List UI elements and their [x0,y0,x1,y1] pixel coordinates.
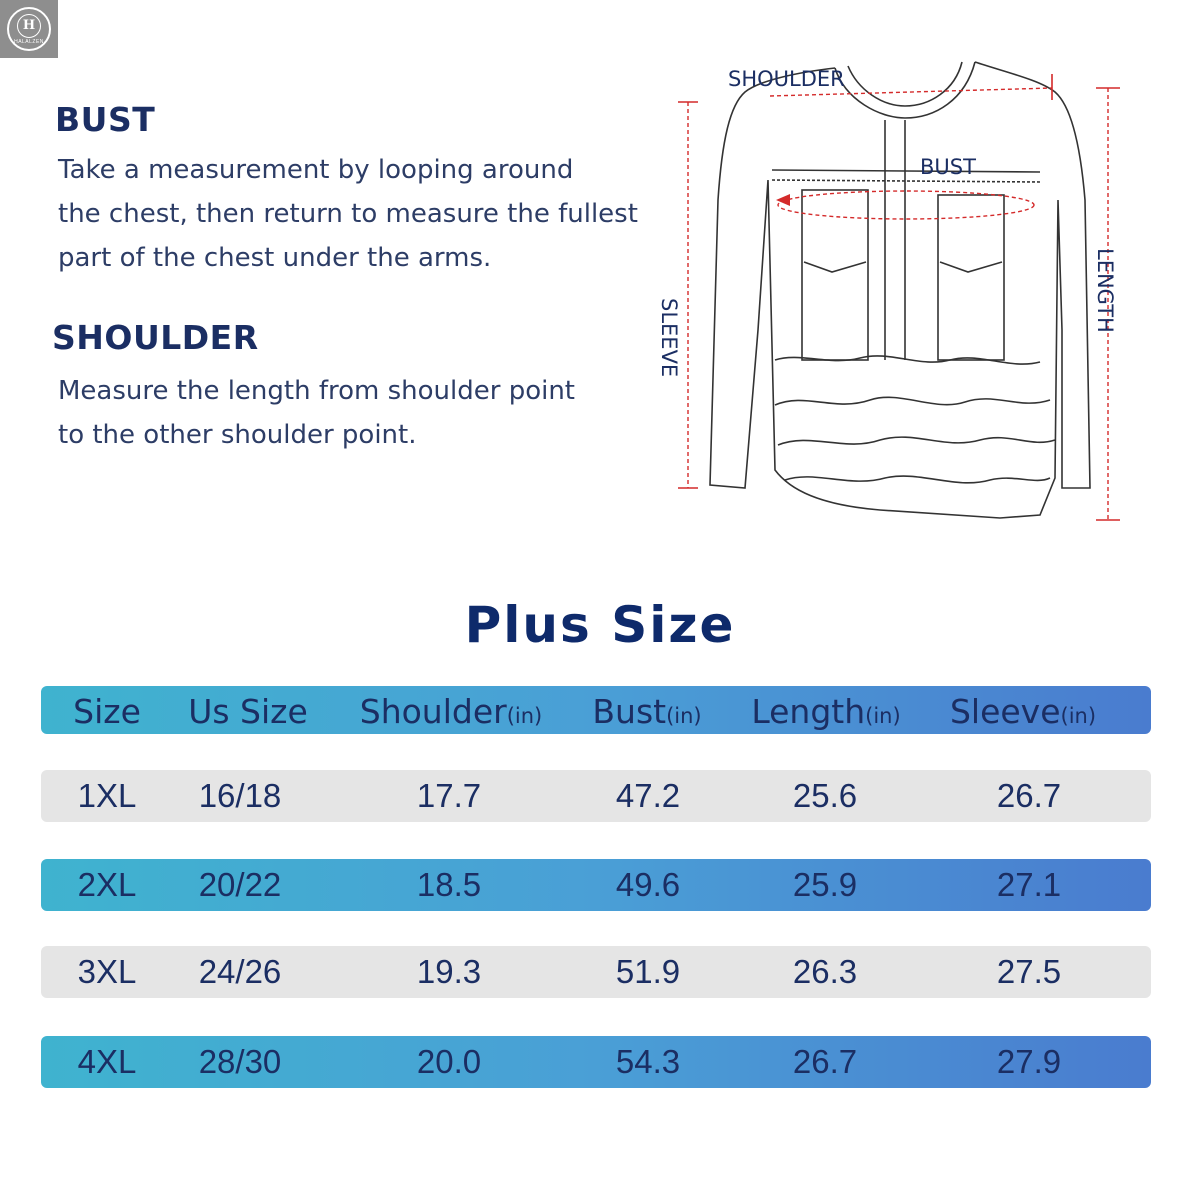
cell-length: 26.3 [792,953,858,990]
cell-bust: 51.9 [615,953,681,990]
cell-length: 25.9 [792,866,858,903]
cell-bust: 49.6 [615,866,681,903]
logo-brand-name: HALALZEN [14,38,44,45]
cell-length: 26.7 [792,1043,858,1080]
header-length-label: Length [751,692,866,731]
table-row [41,946,1151,998]
shoulder-label: SHOULDER [728,67,845,91]
cell-us-size: 28/30 [198,1043,282,1080]
cell-shoulder: 18.5 [416,866,482,903]
bust-label: BUST [920,155,976,179]
header-shoulder-label: Shoulder [359,692,507,731]
header-unit: (in) [865,704,901,728]
logo-letter: H [17,14,41,38]
cell-shoulder: 20.0 [416,1043,482,1080]
header-length [751,686,900,734]
header-bust [592,686,701,734]
header-unit: (in) [666,704,702,728]
logo-emblem [7,7,51,51]
cell-sleeve: 27.9 [996,1043,1062,1080]
cell-size: 3XL [77,953,137,990]
header-sleeve [950,686,1096,734]
cell-us-size: 16/18 [198,777,282,814]
table-title: Plus Size [464,596,736,654]
cell-sleeve: 27.5 [996,953,1062,990]
cell-size: 2XL [77,866,137,903]
header-shoulder [360,686,542,734]
cell-shoulder: 19.3 [416,953,482,990]
cell-size: 1XL [77,777,137,814]
length-label: LENGTH [1093,248,1117,333]
brand-logo [0,0,58,58]
cell-length: 25.6 [792,777,858,814]
cell-us-size: 24/26 [198,953,282,990]
cell-size: 4XL [77,1043,137,1080]
cell-bust: 47.2 [615,777,681,814]
header-sleeve-label: Sleeve [949,692,1061,731]
cell-shoulder: 17.7 [416,777,482,814]
sleeve-label: SLEEVE [657,298,681,378]
garment-diagram [640,55,1180,535]
bust-line: Take a measurement by looping around [58,155,574,185]
header-size: Size [73,692,141,731]
bust-line: the chest, then return to measure the fullest [58,199,638,229]
header-bust-label: Bust [592,692,667,731]
bust-line: part of the chest under the arms. [58,243,492,273]
shoulder-heading: SHOULDER [52,318,259,357]
header-unit: (in) [506,704,543,728]
header-unit: (in) [1060,704,1097,728]
table-header-row [41,686,1151,734]
bust-heading: BUST [55,100,156,139]
cell-bust: 54.3 [615,1043,681,1080]
measure-lines [688,88,1108,520]
shoulder-description [58,369,575,457]
table-row [41,770,1151,822]
shoulder-line: Measure the length from shoulder point [58,376,576,406]
cell-sleeve: 26.7 [996,777,1062,814]
bust-description [58,148,638,280]
cell-us-size: 20/22 [198,866,282,903]
shoulder-line: to the other shoulder point. [58,420,417,450]
table-row [41,1036,1151,1088]
table-row [41,859,1151,911]
cell-sleeve: 27.1 [996,866,1062,903]
measure-ticks [678,74,1120,520]
jacket-outline-icon [710,62,1090,518]
header-us-size: Us Size [188,692,308,731]
